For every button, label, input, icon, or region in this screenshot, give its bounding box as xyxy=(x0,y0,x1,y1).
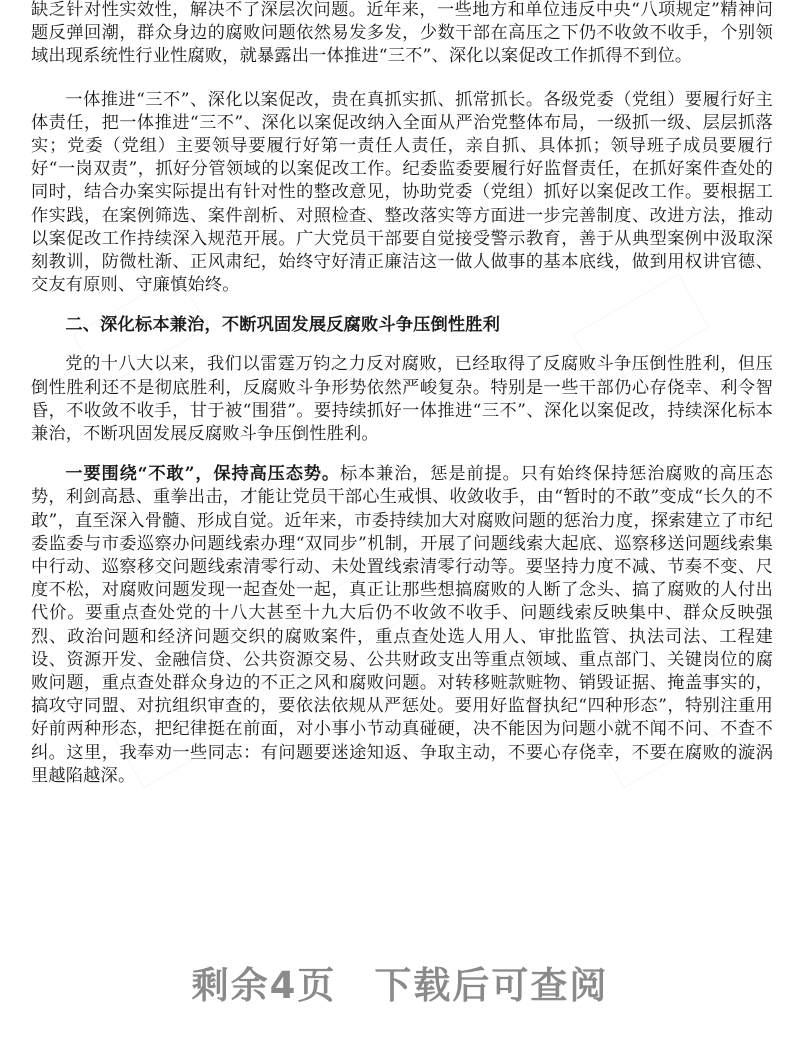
download-prompt-label: 下载后可查阅 xyxy=(374,964,609,1007)
document-body xyxy=(31,0,773,788)
paragraph-4 xyxy=(31,463,773,788)
paragraph-4-body: 标本兼治，惩是前提。只有始终保持惩治腐败的高压态势，利剑高悬、重拳出击，才能让党员干部心生戒惧、收敛收手，由“暂时的不敢”变成“长久的不敢”，直至深入骨髓、形成自觉。近年来，市委持续加大对腐败问题的惩治力度，探索建立了市纪委监委与市委巡察办问题线索办理“双同步”机制，开展了问题线索大起底、巡察移送问题线索集中行动、巡察移交问题线索清零行动、未处置线索清零行动等。要坚持力度不减、节奏不变、尺度不松，对腐败问题发现一起查处一起，真正让那些想搞腐败的人断了念头、搞了腐败的人付出代价。要重点查处党的十八大甚至十九大后仍不收敛不收手、问题线索反映集中、群众反映强烈、政治问题和经济问题交织的腐败案件，重点查处选人用人、审批监管、执法司法、工程建设、资源开发、金融信贷、公共资源交易、公共财政支出等重点领域、重点部门、关键岗位的腐败问题，重点查处群众身边的不正之风和腐败问题。对转移赃款赃物、销毁证据、掩盖事实的，搞攻守同盟、对抗组织审查的，要依法依规从严惩处。要用好监督执纪“四种形态”，特别注重用好前两种形态，把纪律挺在前面，对小事小节动真碰硬，决不能因为问题小就不闻不问、不查不纠。这里，我奉劝一些同志：有问题要迷途知返、争取主动，不要心存侥幸，不要在腐败的漩涡里越陷越深。 xyxy=(31,464,773,786)
paragraph-3: 党的十八大以来，我们以雷霆万钧之力反对腐败，已经取得了反腐败斗争压倒性胜利，但压倒性胜利还不是彻底胜利，反腐败斗争形势依然严峻复杂。特别是一些干部仍心存侥幸、利令智昏，不收敛不收手，甘于被“围猎”。要持续抓好一体推进“三不”、深化以案促改，持续深化标本兼治，不断巩固发展反腐败斗争压倒性胜利。 xyxy=(31,354,773,445)
download-banner[interactable] xyxy=(0,955,800,1009)
remaining-pages-label: 剩余4页 xyxy=(191,964,337,1007)
paragraph-1: 缺乏针对性实效性，解决不了深层次问题。近年来，一些地方和单位违反中央“八项规定”精神问题反弹回潮，群众身边的腐败问题依然易发多发，少数干部在高压之下仍不收敛不收手，个别领域出现系统性行业性腐败，就暴露出一体推进“三不”、深化以案促改工作抓得不到位。 xyxy=(31,0,773,67)
paragraph-2: 一体推进“三不”、深化以案促改，贵在真抓实抓、抓常抓长。各级党委（党组）要履行好主体责任，把一体推进“三不”、深化以案促改纳入全面从严治党整体布局，一级抓一级、层层抓落实；党委（党组）主要领导要履行好第一责任人责任，亲自抓、具体抓；领导班子成员要履行好“一岗双责”，抓好分管领域的以案促改工作。纪委监委要履行好监督责任，在抓好案件查处的同时，结合办案实际提出有针对性的整改意见，协助党委（党组）抓好以案促改工作。要根据工作实践，在案例筛选、案件剖析、对照检查、整改落实等方面进一步完善制度、改进方法，推动以案促改工作持续深入规范开展。广大党员干部要自觉接受警示教育，善于从典型案例中汲取深刻教训，防微杜渐、正风肃纪，始终守好清正廉洁这一做人做事的基本底线，做到用权讲官德、交友有原则、守廉慎始终。 xyxy=(31,89,773,296)
paragraph-4-lead: 一要围绕“不敢”，保持高压态势。 xyxy=(65,464,340,485)
section-heading: 二、深化标本兼治，不断巩固发展反腐败斗争压倒性胜利 xyxy=(65,315,501,336)
